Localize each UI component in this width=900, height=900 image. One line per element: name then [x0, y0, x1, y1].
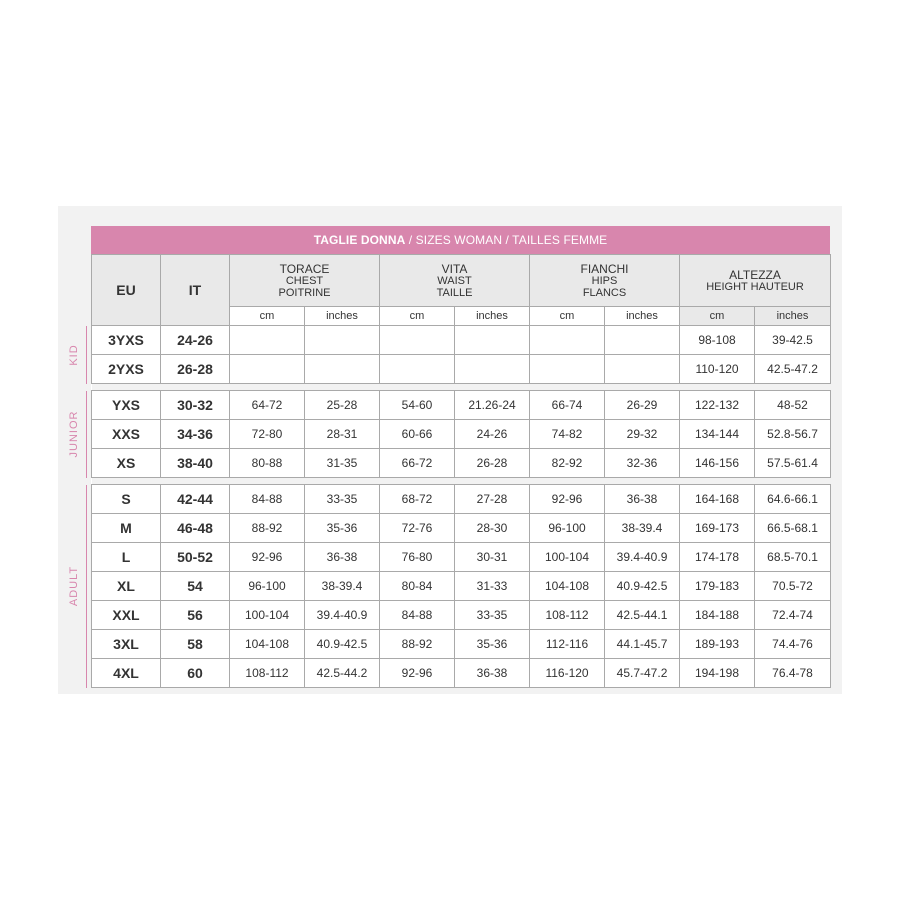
measure-cell: 104-108 — [230, 630, 305, 659]
measure-cell — [605, 326, 680, 355]
col-vita — [380, 255, 530, 307]
measure-cell: 84-88 — [380, 601, 455, 630]
section-gap — [92, 384, 831, 391]
measure-cell: 174-178 — [680, 543, 755, 572]
measure-cell: 84-88 — [230, 485, 305, 514]
table-row — [92, 326, 831, 355]
table-row — [92, 601, 831, 630]
measure-cell — [380, 355, 455, 384]
measure-cell: 30-31 — [455, 543, 530, 572]
table-row — [92, 485, 831, 514]
title-rest: / SIZES WOMAN / TAILLES FEMME — [405, 233, 608, 247]
unit-cell: cm — [530, 307, 605, 326]
unit-cell: inches — [455, 307, 530, 326]
measure-cell: 74.4-76 — [755, 630, 831, 659]
table-row — [92, 659, 831, 688]
eu-size: M — [92, 514, 161, 543]
measure-cell: 134-144 — [680, 420, 755, 449]
measure-cell: 169-173 — [680, 514, 755, 543]
measure-cell: 68.5-70.1 — [755, 543, 831, 572]
measure-cell — [455, 326, 530, 355]
unit-cell: inches — [755, 307, 831, 326]
measure-cell: 92-96 — [380, 659, 455, 688]
eu-size: XL — [92, 572, 161, 601]
measure-cell: 122-132 — [680, 391, 755, 420]
table-row — [92, 630, 831, 659]
measure-cell: 39-42.5 — [755, 326, 831, 355]
measure-cell: 98-108 — [680, 326, 755, 355]
measure-cell: 96-100 — [530, 514, 605, 543]
measure-cell: 194-198 — [680, 659, 755, 688]
altezza-l1: ALTEZZA — [729, 267, 781, 282]
size-table — [91, 254, 831, 688]
measure-cell: 116-120 — [530, 659, 605, 688]
unit-cell: cm — [230, 307, 305, 326]
it-size: 26-28 — [161, 355, 230, 384]
measure-cell: 35-36 — [305, 514, 380, 543]
measure-cell: 164-168 — [680, 485, 755, 514]
measure-cell: 146-156 — [680, 449, 755, 478]
table-row — [92, 449, 831, 478]
gap-cell — [92, 384, 831, 391]
measure-cell — [230, 355, 305, 384]
table-row — [92, 514, 831, 543]
measure-cell: 74-82 — [530, 420, 605, 449]
it-size: 54 — [161, 572, 230, 601]
measure-cell — [455, 355, 530, 384]
measure-cell: 80-88 — [230, 449, 305, 478]
section-gap — [92, 478, 831, 485]
measure-cell: 27-28 — [455, 485, 530, 514]
fianchi-l3: FLANCS — [582, 286, 627, 299]
measure-cell: 64.6-66.1 — [755, 485, 831, 514]
table-row — [92, 391, 831, 420]
measure-cell: 60-66 — [380, 420, 455, 449]
measure-cell: 28-31 — [305, 420, 380, 449]
measure-cell: 108-112 — [230, 659, 305, 688]
measure-cell: 72-76 — [380, 514, 455, 543]
measure-cell: 45.7-47.2 — [605, 659, 680, 688]
col-torace — [230, 255, 380, 307]
it-size: 38-40 — [161, 449, 230, 478]
eu-size: YXS — [92, 391, 161, 420]
measure-cell: 52.8-56.7 — [755, 420, 831, 449]
eu-size: 3YXS — [92, 326, 161, 355]
it-size: 60 — [161, 659, 230, 688]
table-row — [92, 543, 831, 572]
measure-cell: 38-39.4 — [605, 514, 680, 543]
title-bold: TAGLIE DONNA — [313, 233, 406, 247]
measure-cell: 31-33 — [455, 572, 530, 601]
unit-cell: cm — [380, 307, 455, 326]
measure-cell: 110-120 — [680, 355, 755, 384]
measure-cell: 36-38 — [455, 659, 530, 688]
chart-title — [91, 226, 830, 254]
section-label-text: ADULT — [68, 565, 80, 607]
section-label-adult — [62, 485, 87, 688]
gap-cell — [92, 478, 831, 485]
measure-cell: 24-26 — [455, 420, 530, 449]
measure-cell: 44.1-45.7 — [605, 630, 680, 659]
measure-cell: 35-36 — [455, 630, 530, 659]
eu-size: 2YXS — [92, 355, 161, 384]
measure-cell: 80-84 — [380, 572, 455, 601]
measure-cell: 29-32 — [605, 420, 680, 449]
measure-cell: 64-72 — [230, 391, 305, 420]
measure-cell: 40.9-42.5 — [605, 572, 680, 601]
measure-cell: 96-100 — [230, 572, 305, 601]
fianchi-l2: HIPS — [591, 274, 618, 287]
measure-cell: 32-36 — [605, 449, 680, 478]
measure-cell: 72.4-74 — [755, 601, 831, 630]
measure-cell: 88-92 — [380, 630, 455, 659]
altezza-l2: HEIGHT HAUTEUR — [706, 280, 804, 293]
measure-cell: 108-112 — [530, 601, 605, 630]
measure-cell: 76.4-78 — [755, 659, 831, 688]
unit-cell: inches — [305, 307, 380, 326]
it-size: 58 — [161, 630, 230, 659]
eu-size: S — [92, 485, 161, 514]
it-size: 34-36 — [161, 420, 230, 449]
measure-cell — [305, 326, 380, 355]
section-label-text: KID — [68, 343, 80, 366]
torace-l1: TORACE — [279, 261, 330, 276]
it-size: 50-52 — [161, 543, 230, 572]
measure-cell: 40.9-42.5 — [305, 630, 380, 659]
table-row — [92, 420, 831, 449]
table-row — [92, 572, 831, 601]
measure-cell: 42.5-44.1 — [605, 601, 680, 630]
eu-size: XS — [92, 449, 161, 478]
size-chart — [91, 226, 830, 688]
measure-cell: 72-80 — [230, 420, 305, 449]
measure-cell: 21.26-24 — [455, 391, 530, 420]
measure-cell — [380, 326, 455, 355]
measure-cell: 54-60 — [380, 391, 455, 420]
measure-cell: 189-193 — [680, 630, 755, 659]
eu-size: 3XL — [92, 630, 161, 659]
torace-l3: POITRINE — [278, 286, 331, 299]
measure-cell — [305, 355, 380, 384]
it-size: 56 — [161, 601, 230, 630]
measure-cell: 33-35 — [455, 601, 530, 630]
measure-cell: 92-96 — [230, 543, 305, 572]
section-label-text: JUNIOR — [68, 410, 80, 458]
measure-cell: 112-116 — [530, 630, 605, 659]
measure-cell: 39.4-40.9 — [305, 601, 380, 630]
measure-cell: 39.4-40.9 — [605, 543, 680, 572]
measure-cell — [230, 326, 305, 355]
measure-cell: 100-104 — [230, 601, 305, 630]
measure-cell: 82-92 — [530, 449, 605, 478]
eu-size: XXL — [92, 601, 161, 630]
measure-cell: 36-38 — [305, 543, 380, 572]
measure-cell: 36-38 — [605, 485, 680, 514]
measure-cell: 179-183 — [680, 572, 755, 601]
measure-cell: 42.5-44.2 — [305, 659, 380, 688]
col-fianchi — [530, 255, 680, 307]
vita-l1: VITA — [441, 261, 468, 276]
col-altezza — [680, 255, 831, 307]
vita-l2: WAIST — [437, 274, 472, 287]
table-row — [92, 355, 831, 384]
it-size: 24-26 — [161, 326, 230, 355]
measure-cell: 42.5-47.2 — [755, 355, 831, 384]
measure-cell: 48-52 — [755, 391, 831, 420]
eu-size: XXS — [92, 420, 161, 449]
measure-cell — [530, 355, 605, 384]
fianchi-l1: FIANCHI — [580, 261, 629, 276]
unit-cell: cm — [680, 307, 755, 326]
measure-cell: 68-72 — [380, 485, 455, 514]
measure-cell: 100-104 — [530, 543, 605, 572]
torace-l2: CHEST — [285, 274, 324, 287]
section-label-kid — [62, 326, 87, 384]
measure-cell: 31-35 — [305, 449, 380, 478]
size-rows — [92, 326, 831, 688]
measure-cell: 66-72 — [380, 449, 455, 478]
measure-cell: 104-108 — [530, 572, 605, 601]
measure-cell: 26-29 — [605, 391, 680, 420]
col-eu: EU — [92, 255, 161, 326]
vita-l3: TAILLE — [436, 286, 473, 299]
measure-cell: 66-74 — [530, 391, 605, 420]
eu-size: 4XL — [92, 659, 161, 688]
it-size: 42-44 — [161, 485, 230, 514]
measure-cell: 92-96 — [530, 485, 605, 514]
unit-cell: inches — [605, 307, 680, 326]
measure-cell: 88-92 — [230, 514, 305, 543]
col-it: IT — [161, 255, 230, 326]
eu-size: L — [92, 543, 161, 572]
measure-cell — [605, 355, 680, 384]
measure-cell: 66.5-68.1 — [755, 514, 831, 543]
header-row — [92, 255, 831, 307]
measure-cell: 76-80 — [380, 543, 455, 572]
measure-cell: 70.5-72 — [755, 572, 831, 601]
measure-cell: 33-35 — [305, 485, 380, 514]
it-size: 46-48 — [161, 514, 230, 543]
measure-cell — [530, 326, 605, 355]
measure-cell: 38-39.4 — [305, 572, 380, 601]
it-size: 30-32 — [161, 391, 230, 420]
measure-cell: 28-30 — [455, 514, 530, 543]
measure-cell: 25-28 — [305, 391, 380, 420]
section-label-junior — [62, 391, 87, 478]
measure-cell: 57.5-61.4 — [755, 449, 831, 478]
measure-cell: 184-188 — [680, 601, 755, 630]
measure-cell: 26-28 — [455, 449, 530, 478]
